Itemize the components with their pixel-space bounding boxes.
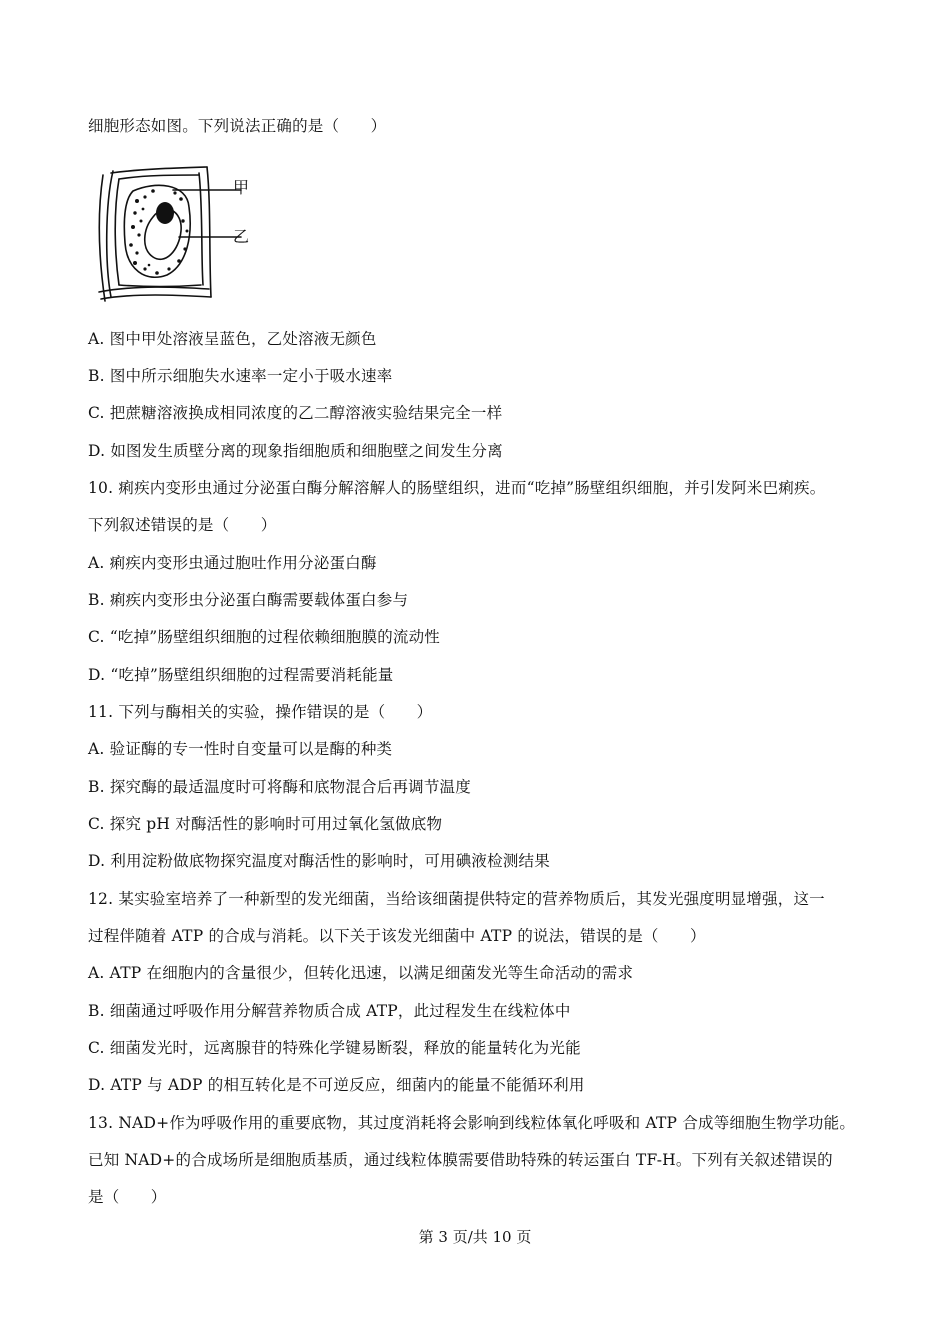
option-line: A. 验证酶的专一性时自变量可以是酶的种类	[88, 740, 393, 758]
question-stem-line: 11. 下列与酶相关的实验，操作错误的是（ ）	[88, 703, 433, 721]
option-line: B. 细菌通过呼吸作用分解营养物质合成 ATP，此过程发生在线粒体中	[88, 1002, 571, 1020]
question-stem-line: 13. NAD+作为呼吸作用的重要底物，其过度消耗将会影响到线粒体氧化呼吸和 ATP 合成等细胞生物学功能。	[88, 1114, 856, 1132]
label-jia: 甲	[233, 178, 250, 197]
option-line: A. ATP 在细胞内的含量很少，但转化迅速，以满足细菌发光等生命活动的需求	[88, 964, 634, 982]
option-line: D. ATP 与 ADP 的相互转化是不可逆反应，细菌内的能量不能循环利用	[88, 1076, 585, 1094]
option-line: C. 细菌发光时，远离腺苷的特殊化学键易断裂，释放的能量转化为光能	[88, 1039, 581, 1057]
question-stem-line: 下列叙述错误的是（ ）	[88, 516, 277, 534]
option-line: C. 探究 pH 对酶活性的影响时可用过氧化氢做底物	[88, 815, 443, 833]
option-line: A. 图中甲处溶液呈蓝色，乙处溶液无颜色	[88, 330, 377, 348]
option-line: B. 图中所示细胞失水速率一定小于吸水速率	[88, 367, 393, 385]
option-line: D. 如图发生质壁分离的现象指细胞质和细胞壁之间发生分离	[88, 442, 503, 460]
option-line: A. 痢疾内变形虫通过胞吐作用分泌蛋白酶	[88, 554, 377, 572]
option-line: B. 痢疾内变形虫分泌蛋白酶需要载体蛋白参与	[88, 591, 409, 609]
cell-diagram	[95, 165, 255, 305]
option-line: C. “吃掉”肠壁组织细胞的过程依赖细胞膜的流动性	[88, 628, 441, 646]
question-stem-line: 12. 某实验室培养了一种新型的发光细菌，当给该细菌提供特定的营养物质后，其发光强度明显增强，这一	[88, 890, 825, 908]
question-stem-line: 细胞形态如图。下列说法正确的是（ ）	[88, 117, 387, 135]
option-line: B. 探究酶的最适温度时可将酶和底物混合后再调节温度	[88, 778, 471, 796]
plasmolysis-cell-figure	[95, 165, 255, 305]
option-line: D. 利用淀粉做底物探究温度对酶活性的影响时，可用碘液检测结果	[88, 852, 550, 870]
label-yi: 乙	[233, 227, 250, 246]
question-stem-line: 过程伴随着 ATP 的合成与消耗。以下关于该发光细菌中 ATP 的说法，错误的是（ ）	[88, 927, 706, 945]
option-line: C. 把蔗糖溶液换成相同浓度的乙二醇溶液实验结果完全一样	[88, 404, 503, 422]
question-stem-line: 10. 痢疾内变形虫通过分泌蛋白酶分解溶解人的肠壁组织，进而“吃掉”肠壁组织细胞，并引发阿米巴痢疾。	[88, 479, 826, 497]
page-footer: 第 3 页/共 10 页	[418, 1228, 532, 1246]
option-line: D. “吃掉”肠壁组织细胞的过程需要消耗能量	[88, 666, 394, 684]
question-stem-line: 已知 NAD+的合成场所是细胞质基质，通过线粒体膜需要借助特殊的转运蛋白 TF-H。下列有关叙述错误的	[88, 1151, 833, 1169]
question-stem-line: 是（ ）	[88, 1188, 167, 1206]
